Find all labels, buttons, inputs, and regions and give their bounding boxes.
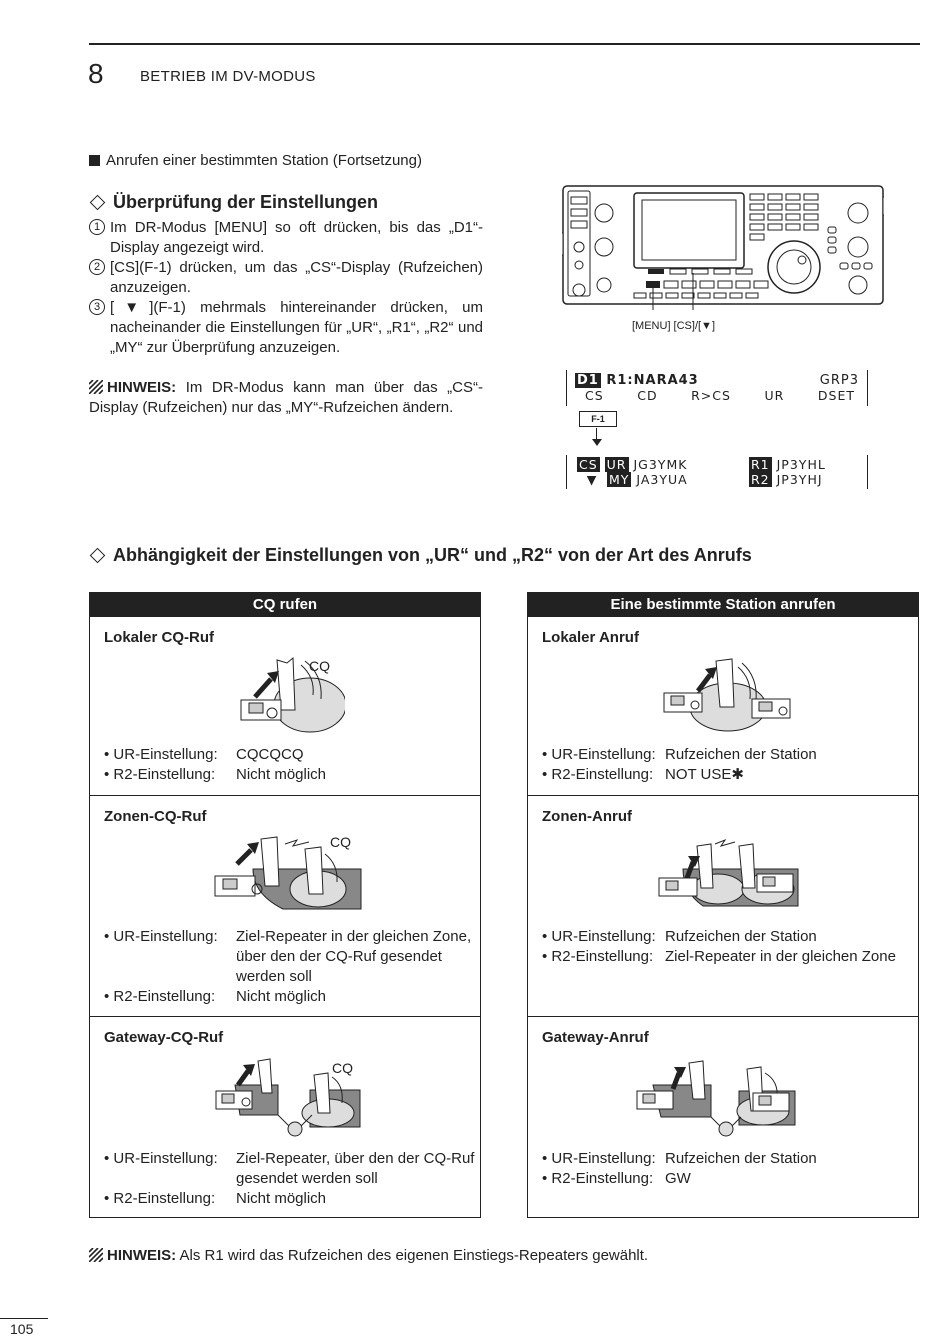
zone-call-r2: • R2-Einstellung: Ziel-Repeater in der gleichen Zone	[542, 948, 896, 965]
local-call-illustration	[658, 655, 798, 735]
zone-cq-cell: Zonen-CQ-Ruf CQ • UR-Einstellung: Ziel-Repeater in der gleichen Zone, über den der CQ-Ruf gesendet werden soll • R2-Einstellung: Nicht möglich	[90, 795, 480, 1017]
cs-display-row1: CS UR JG3YMK R1 JP3YHL	[579, 457, 826, 472]
triangle-down-icon: ▼	[586, 472, 598, 487]
square-bullet-icon	[89, 155, 100, 166]
steps-list	[89, 218, 483, 358]
step-2: 2 [CS](F-1) drücken, um das „CS“-Display (Rufzeichen) anzuzeigen.	[89, 258, 483, 298]
note-block: HINWEIS: Im DR-Modus kann man über das „CS“-Display (Rufzeichen) nur das „MY“-Rufzeichen ändern.	[89, 379, 484, 416]
station-call-table-header: Eine bestimmte Station anrufen	[528, 593, 918, 617]
radio-buttons-label: [MENU] [CS]/[▼]	[632, 320, 716, 332]
local-call-r2: • R2-Einstellung: NOT USE✱	[542, 766, 744, 783]
page-number: 105	[0, 1318, 48, 1337]
subsection-heading: Anrufen einer bestimmten Station (Fortsetzung)	[89, 152, 422, 169]
station-call-table	[527, 592, 919, 1218]
chapter-number: 8	[88, 58, 104, 89]
radio-front-panel-illustration	[562, 185, 884, 310]
note-icon	[89, 1248, 103, 1262]
zone-call-illustration	[653, 834, 803, 916]
local-cq-r2: • R2-Einstellung: Nicht möglich	[104, 766, 327, 783]
gateway-call-illustration	[633, 1055, 798, 1137]
local-cq-cell: Lokaler CQ-Ruf CQ • UR-Einstellung: CQCQCQ • R2-Einstellung: Nicht möglich	[90, 617, 480, 795]
zone-cq-ur: • UR-Einstellung: Ziel-Repeater in der gleichen Zone, über den der CQ-Ruf gesendet werden soll	[104, 928, 472, 985]
cq-table-header: CQ rufen	[90, 593, 480, 617]
d1-display	[566, 370, 868, 406]
zone-cq-r2: • R2-Einstellung: Nicht möglich	[104, 988, 327, 1005]
check-section-title: Überprüfung der Einstellungen	[89, 192, 378, 213]
gateway-cq-cell: Gateway-CQ-Ruf CQ • UR-Einstellung: Ziel-Repeater, über den der CQ-Ruf gesendet werden soll • R2-Einstellung: Nicht möglich	[90, 1016, 480, 1218]
header-rule	[89, 43, 920, 45]
bottom-note: HINWEIS: Als R1 wird das Rufzeichen des eigenen Einstiegs-Repeaters gewählt.	[89, 1247, 648, 1264]
f1-key: F-1	[579, 411, 617, 427]
d1-display-row1: D1 R1:NARA43 GRP3	[577, 373, 859, 388]
note-icon	[89, 380, 103, 394]
gateway-call-ur: • UR-Einstellung: Rufzeichen der Station	[542, 1150, 817, 1167]
chapter-title: BETRIEB IM DV-MODUS	[140, 68, 316, 85]
local-call-ur: • UR-Einstellung: Rufzeichen der Station	[542, 746, 817, 763]
zone-call-ur: • UR-Einstellung: Rufzeichen der Station	[542, 928, 817, 945]
diamond-icon	[90, 547, 106, 563]
diamond-icon	[90, 194, 106, 210]
zone-call-cell: Zonen-Anruf • UR-Einstellung: Rufzeichen der Station • R2-Einstellung: Ziel-Repeater in der gleichen Zone	[528, 795, 918, 1017]
step-3: 3 [▼](F-1) mehrmals hintereinander drücken, um nacheinander die Einstellungen für „UR“, „R1“, „R2“ und „MY“ zur Überprüfung anzuzeigen.	[89, 298, 483, 358]
gateway-call-cell: Gateway-Anruf • UR-Einstellung: Rufzeichen der Station • R2-Einstellung: GW	[528, 1016, 918, 1218]
dependency-section-title: Abhängigkeit der Einstellungen von „UR“ und „R2“ von der Art des Anrufs	[89, 545, 752, 566]
local-cq-ur: • UR-Einstellung: CQCQCQ	[104, 746, 304, 763]
cq-table	[89, 592, 481, 1218]
step-1: 1 Im DR-Modus [MENU] so oft drücken, bis das „D1“-Display angezeigt wird.	[89, 218, 483, 258]
local-call-cell: Lokaler Anruf • UR-Einstellung: Rufzeichen der Station • R2-Einstellung: NOT USE✱	[542, 629, 817, 783]
cs-display	[566, 455, 868, 489]
gateway-cq-ur: • UR-Einstellung: Ziel-Repeater, über den der CQ-Ruf gesendet werden soll	[104, 1150, 475, 1187]
d1-display-row2: CS CD R>CS UR DSET	[585, 388, 855, 403]
cs-display-row2: ▼ MY JA3YUA R2 JP3YHJ	[577, 472, 859, 487]
gateway-call-r2: • R2-Einstellung: GW	[542, 1170, 691, 1187]
gateway-cq-r2: • R2-Einstellung: Nicht möglich	[104, 1190, 327, 1207]
